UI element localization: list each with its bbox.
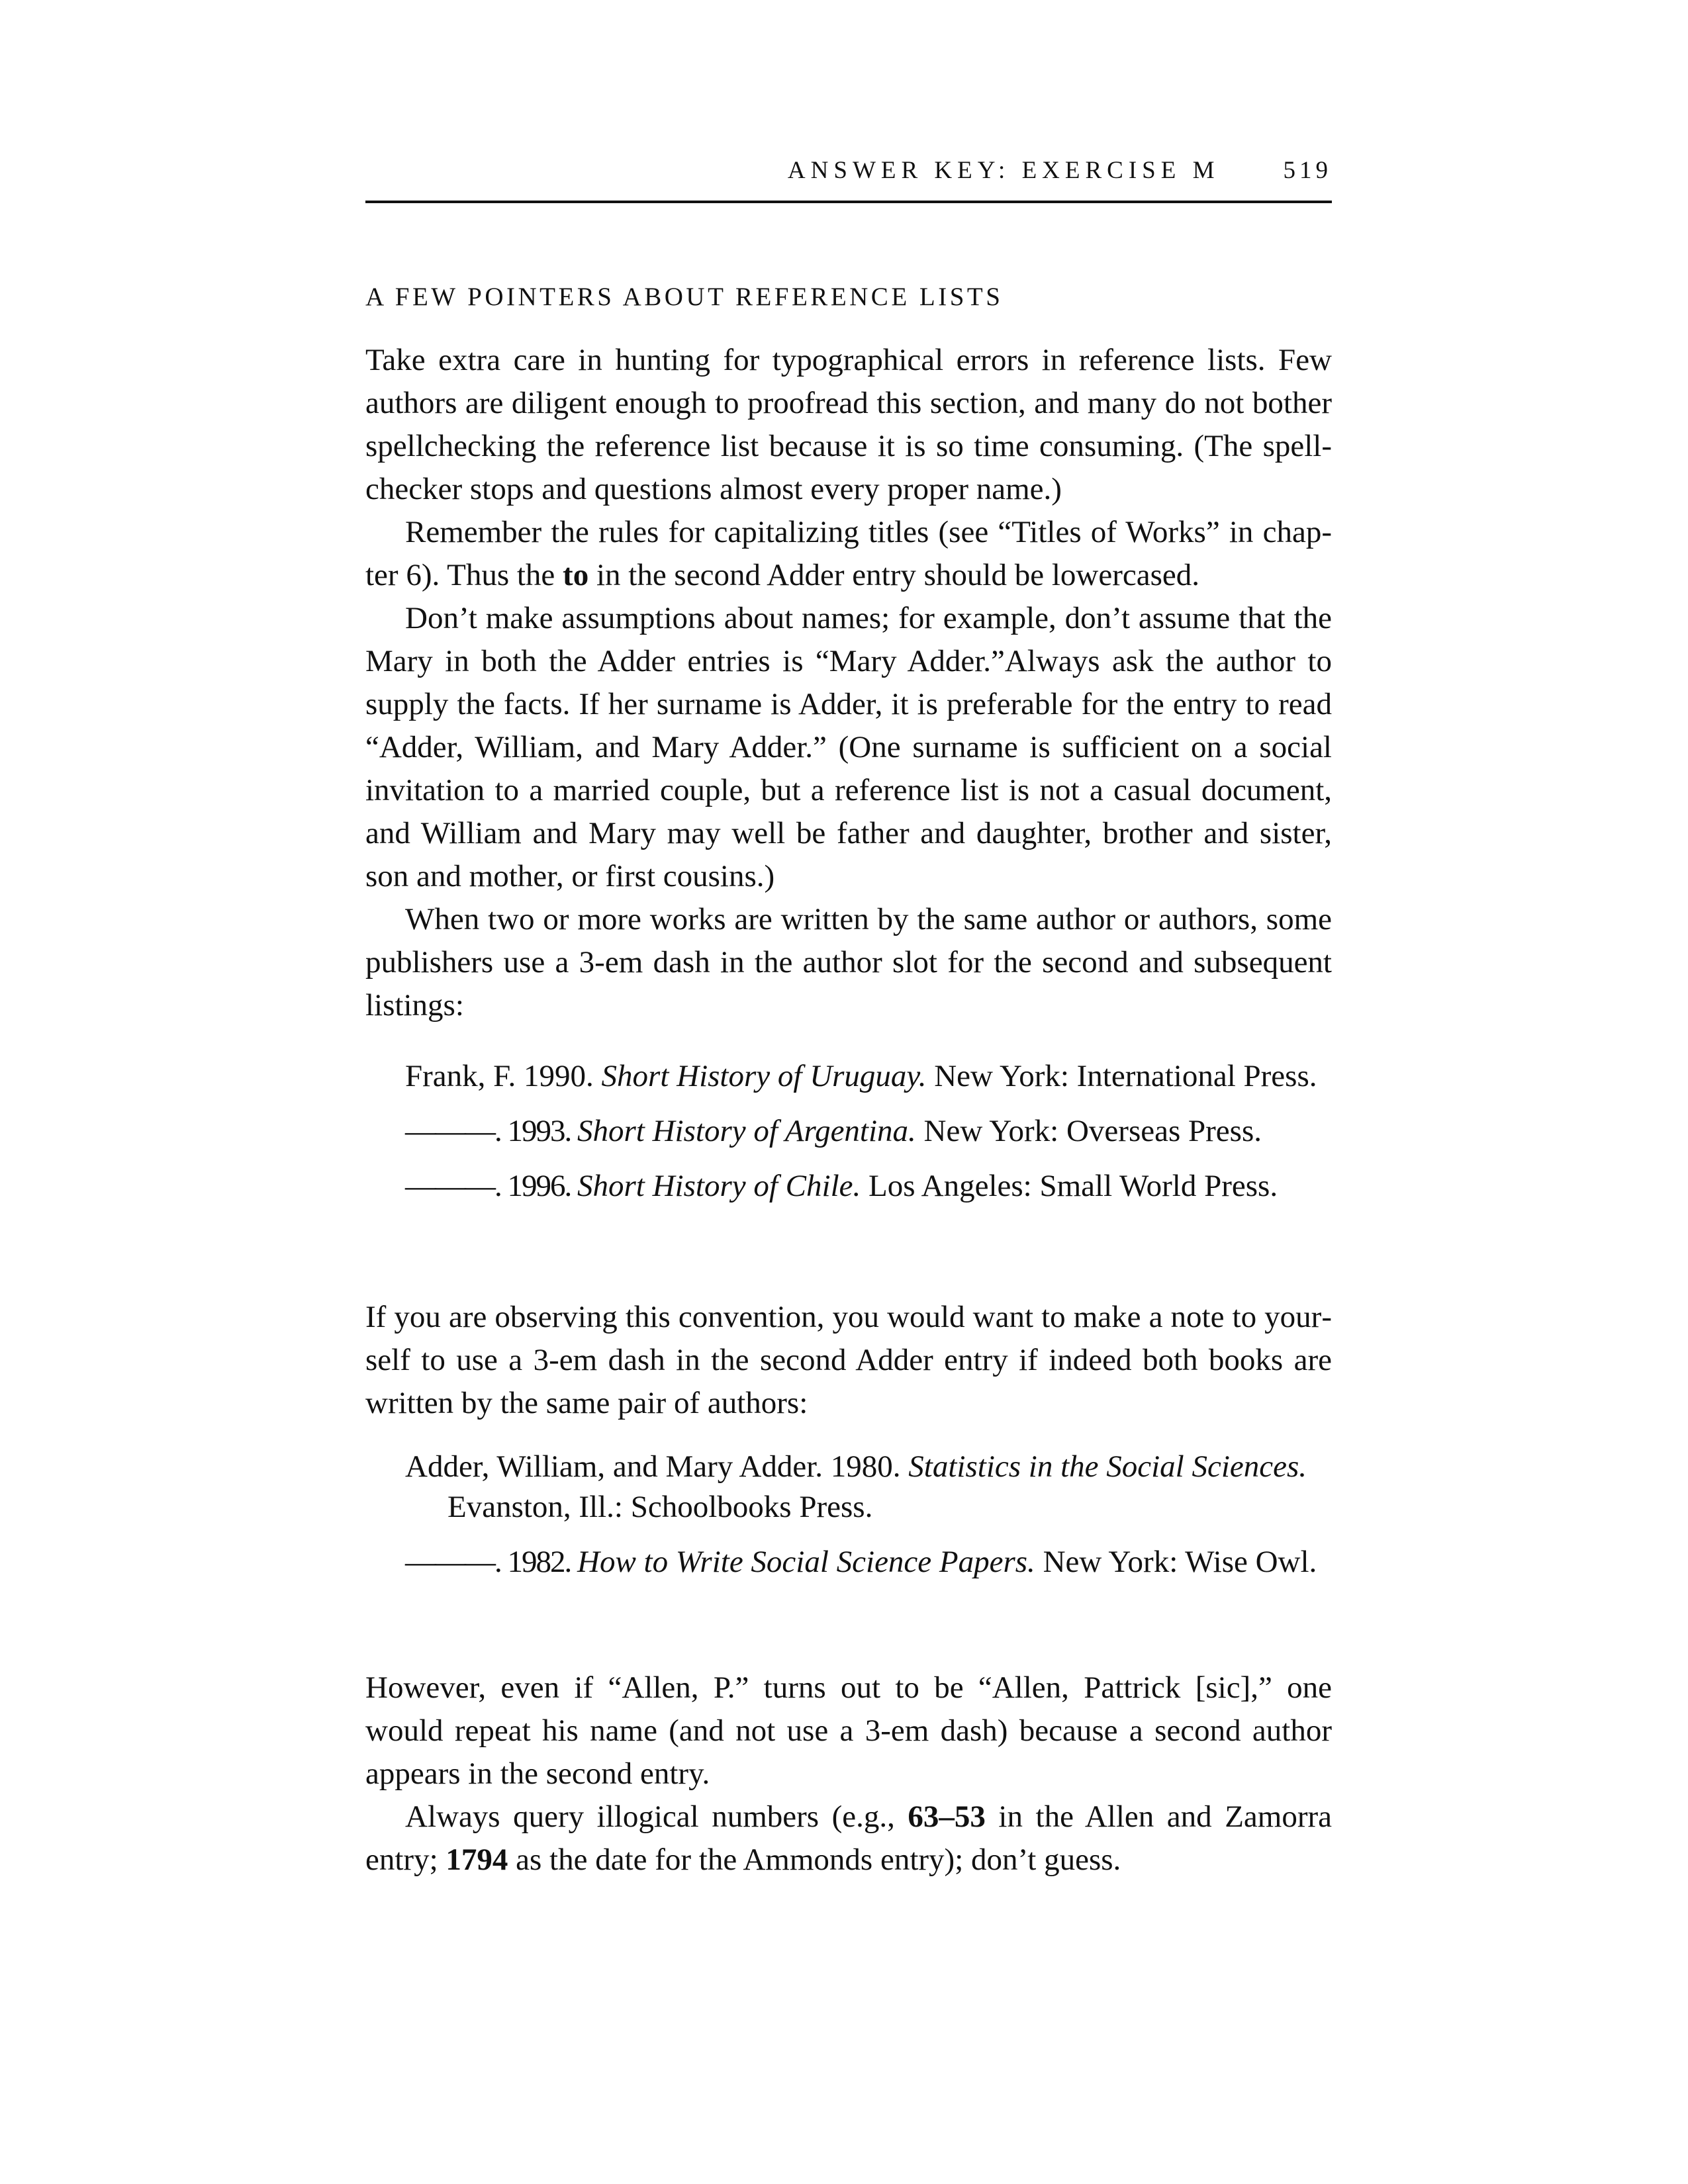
- reference-title: Statistics in the Social Sciences.: [908, 1449, 1307, 1484]
- paragraph: Remember the rules for capitalizing titles (see “Titles of Works” in chapter 6). Thus the to in the second Adder entry should be lowercased.: [365, 515, 1332, 592]
- reference-entry: ———. 1996. Short History of Chile. Los Angeles: Small World Press.: [405, 1169, 1278, 1203]
- header-rule: [365, 201, 1332, 203]
- bold-term: to: [563, 558, 589, 592]
- paragraph: If you are observing this convention, you would want to make a note to yourself to use a 3-em dash in the second Adder entry if indeed both books are written by the same pair of authors:: [365, 1300, 1332, 1420]
- paragraph: Take extra care in hunting for typographical errors in reference lists. Few authors are diligent enough to proofread this section, and many do not bother spellchecking the reference list because it is so time consuming. (The spellchecker stops and questions almost every proper name.): [365, 343, 1332, 506]
- reference-title: Short History of Chile.: [577, 1169, 861, 1203]
- reference-examples-2: [405, 1447, 1332, 1597]
- paragraph: When two or more works are written by the same author or authors, some publishers use a 3-em dash in the author slot for the second and subsequent listings:: [365, 902, 1332, 1023]
- reference-entry: Frank, F. 1990. Short History of Uruguay. New York: International Press.: [405, 1059, 1317, 1093]
- reference-title: Short History of Uruguay.: [601, 1059, 927, 1093]
- running-head-title: ANSWER KEY: EXERCISE M: [787, 157, 1220, 184]
- reference-entry: ———. 1993. Short History of Argentina. New York: Overseas Press.: [405, 1114, 1262, 1148]
- reference-title: Short History of Argentina.: [577, 1114, 916, 1148]
- reference-entry: ———. 1982. How to Write Social Science Papers. New York: Wise Owl.: [405, 1545, 1317, 1579]
- reference-examples-1: [405, 1056, 1332, 1221]
- section-heading: A FEW POINTERS ABOUT REFERENCE LISTS: [365, 283, 1004, 311]
- body-block-3: [365, 1666, 1332, 1882]
- paragraph: However, even if “Allen, P.” turns out to be “Allen, Pattrick [sic],” one would repeat his name (and not use a 3-em dash) because a second author appears in the second entry.: [365, 1670, 1332, 1791]
- bold-term: 1794: [445, 1843, 508, 1877]
- bold-term: 63–53: [908, 1799, 986, 1834]
- paragraph: Always query illogical numbers (e.g., 63–53 in the Allen and Zamorra entry; 1794 as the date for the Ammonds entry); don’t guess.: [365, 1799, 1332, 1877]
- body-block-1: [365, 339, 1332, 1027]
- running-head: [788, 156, 1332, 185]
- paragraph: Don’t make assumptions about names; for example, don’t assume that the Mary in both the Adder entries is “Mary Adder.”Always ask the author to supply the facts. If her surname is Adder, it is preferable for the entry to read “Adder, William, and Mary Adder.” (One surname is sufficient on a social invitation to a married couple, but a reference list is not a casual document, and William and Mary may well be father and daughter, brother and sister, son and mother, or first cousins.): [365, 601, 1332, 893]
- body-block-2: [365, 1296, 1332, 1425]
- page-number: 519: [1283, 157, 1332, 184]
- reference-entry: Adder, William, and Mary Adder. 1980. Statistics in the Social Sciences. Evanston, Ill.: Schoolbooks Press.: [405, 1449, 1307, 1524]
- reference-title: How to Write Social Science Papers.: [577, 1545, 1035, 1579]
